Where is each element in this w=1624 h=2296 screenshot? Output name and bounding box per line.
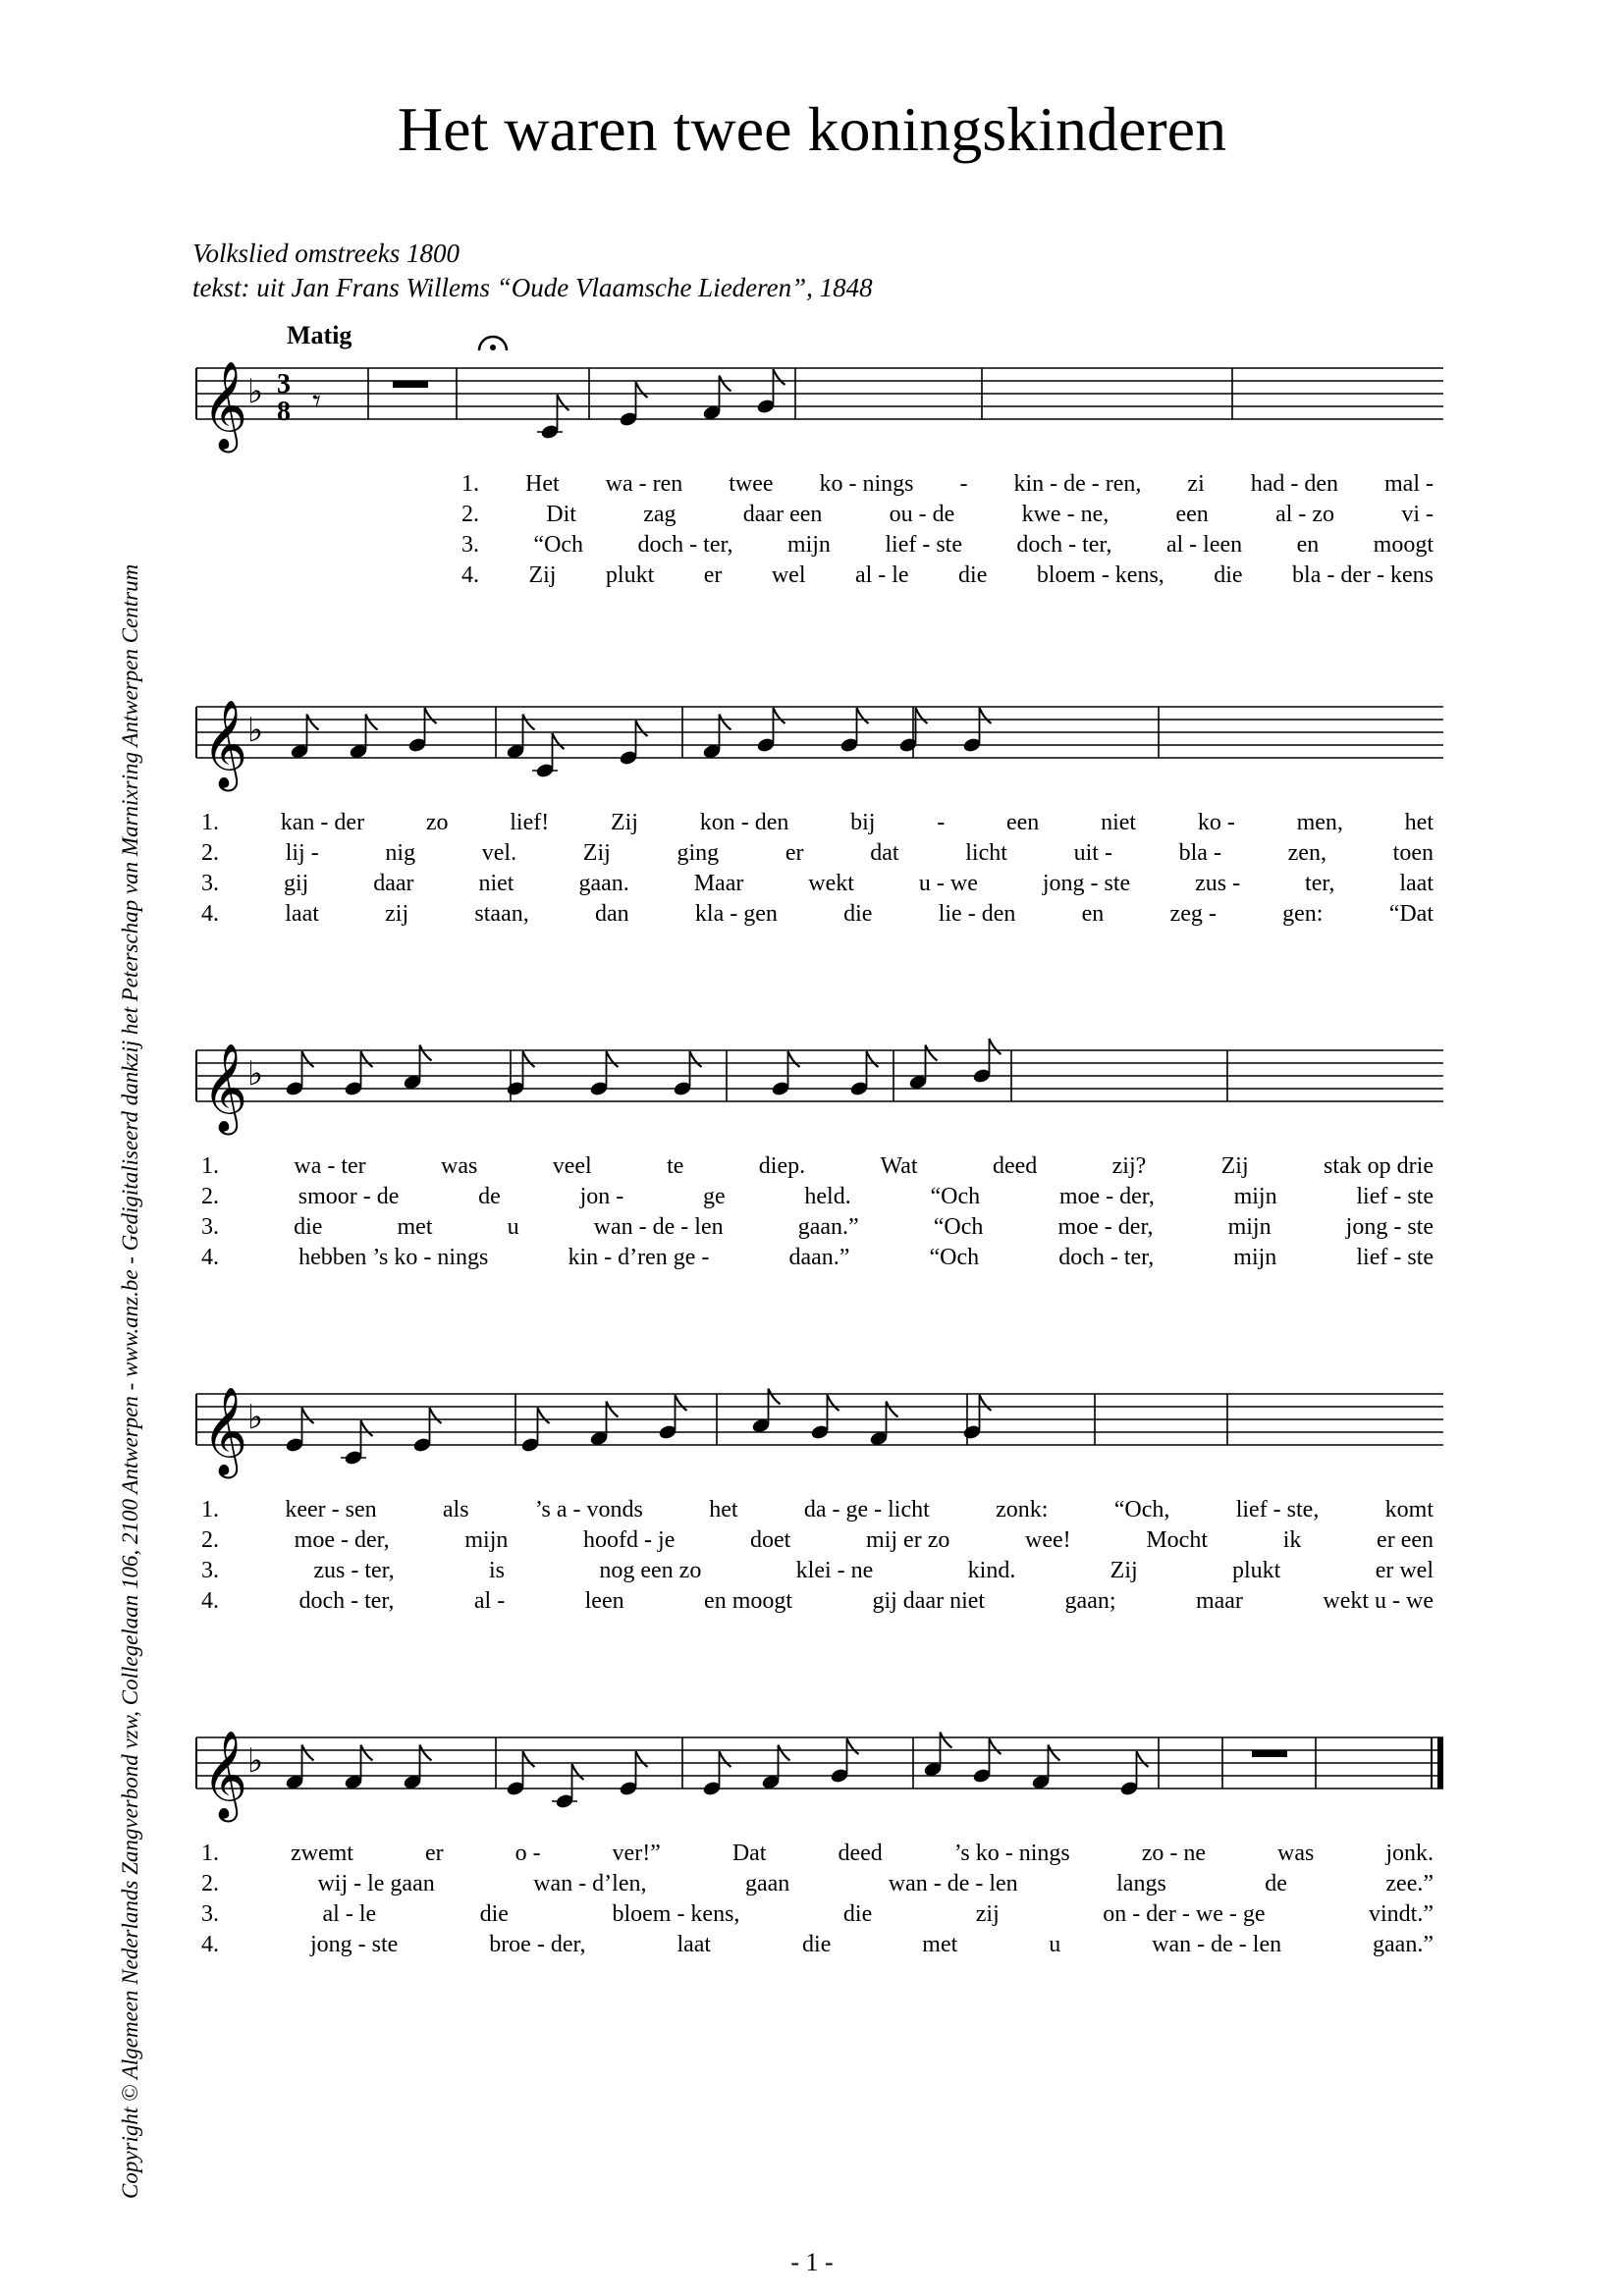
lyric-verse-number: 4. xyxy=(201,1932,219,1957)
note-flag xyxy=(636,721,648,736)
lyric-syllable: was xyxy=(441,1153,478,1179)
lyric-syllable: daar xyxy=(373,871,414,896)
lyric-syllable: veel xyxy=(552,1153,592,1179)
lyric-syllable: daar een xyxy=(742,502,823,527)
treble-clef-icon: 𝄞 xyxy=(202,1043,248,1132)
lyric-syllable: wan - de - len xyxy=(593,1214,724,1240)
lyric-syllable: mijn xyxy=(1233,1245,1277,1270)
lyric-syllable: vindt.” xyxy=(1369,1901,1435,1927)
note-flag xyxy=(558,395,569,410)
time-signature-top: 3 xyxy=(277,369,291,400)
lyric-syllable: wekt u - we xyxy=(1323,1588,1435,1614)
flat-key-signature-icon: ♭ xyxy=(247,1741,264,1781)
note-flag xyxy=(690,1051,702,1067)
lyric-syllable: Dit xyxy=(546,502,576,527)
lyric-syllable: “Och xyxy=(930,1184,981,1209)
staff-system-1 xyxy=(196,337,1443,454)
lyric-syllable: wan - d’len, xyxy=(533,1871,647,1896)
lyric-syllable: Dat xyxy=(731,1841,767,1866)
note-flag xyxy=(366,715,378,730)
lyric-syllable: lie - den xyxy=(938,901,1016,927)
lyric-syllable: “Och, xyxy=(1113,1497,1170,1522)
note-flag xyxy=(779,1745,790,1761)
lyric-syllable: er xyxy=(703,562,723,588)
lyric-syllable: bloem - kens, xyxy=(1036,562,1164,588)
lyric-syllable: bla - xyxy=(1178,840,1221,866)
lyric-syllable: held. xyxy=(804,1184,851,1209)
lyrics-system-5 xyxy=(201,1841,1434,1957)
lyric-verse-number: 3. xyxy=(201,871,219,896)
lyric-verse-number: 2. xyxy=(201,1184,219,1209)
lyric-syllable: lief - ste xyxy=(1356,1184,1435,1209)
lyric-syllable: doch - ter, xyxy=(298,1588,395,1614)
lyric-syllable: ging xyxy=(677,840,720,866)
note-flag xyxy=(425,708,437,723)
note-flag xyxy=(1049,1745,1060,1761)
lyric-syllable: die xyxy=(294,1214,323,1240)
lyric-syllable: jong - ste xyxy=(309,1932,399,1957)
lyric-syllable: gen: xyxy=(1282,901,1324,927)
lyrics-system-1 xyxy=(461,471,1434,588)
lyric-syllable: jong - ste xyxy=(1345,1214,1435,1240)
lyric-syllable: laat xyxy=(677,1932,712,1957)
note-flag xyxy=(916,708,928,723)
lyric-syllable: “Och xyxy=(933,1214,984,1240)
lyric-syllable: zen, xyxy=(1287,840,1326,866)
lyric-syllable: vel. xyxy=(481,840,517,866)
lyric-syllable: Mocht xyxy=(1146,1527,1209,1553)
lyric-syllable: zo xyxy=(425,810,449,835)
lyric-syllable: ko - xyxy=(1197,810,1235,835)
lyric-syllable: on - der - we - ge xyxy=(1103,1901,1266,1927)
lyric-syllable: gaan.” xyxy=(797,1214,859,1240)
note-flag xyxy=(857,708,869,723)
lyric-verse-number: 2. xyxy=(201,840,219,866)
lyric-syllable: gij daar niet xyxy=(872,1588,986,1614)
note-flag xyxy=(538,1408,550,1423)
lyric-syllable: diep. xyxy=(758,1153,806,1179)
lyric-syllable: doch - ter, xyxy=(1016,532,1112,558)
lyric-syllable: u xyxy=(507,1214,519,1240)
lyric-syllable: gaan. xyxy=(578,871,629,896)
lyric-syllable: al - zo xyxy=(1275,502,1335,527)
lyric-syllable: zij? xyxy=(1111,1153,1147,1179)
note-flag xyxy=(867,1051,879,1067)
lyric-syllable: het xyxy=(1404,810,1435,835)
lyric-syllable: bij xyxy=(850,810,876,835)
lyric-syllable: hebben ’s ko - nings xyxy=(298,1245,489,1270)
time-signature-bottom: 8 xyxy=(277,397,291,427)
note-flag xyxy=(774,369,785,385)
lyric-syllable: mijn xyxy=(1227,1214,1272,1240)
lyric-syllable: laat xyxy=(285,901,319,927)
lyric-syllable: lief! xyxy=(510,810,550,835)
lyric-verse-number: 1. xyxy=(201,1841,219,1866)
copyright-notice: Copyright © Algemeen Nederlands Zangverbond vzw, Collegelaan 106, 2100 Antwerpen - www.anz.be - Gedigitaliseerd dankzij het Peterschap van Marnixring Antwerpen Centrum xyxy=(118,563,142,2199)
lyric-syllable: moe - der, xyxy=(1057,1214,1154,1240)
lyric-verse-number: 3. xyxy=(461,532,479,558)
lyric-syllable: daan.” xyxy=(788,1245,850,1270)
lyric-syllable: het xyxy=(709,1497,738,1522)
lyric-syllable: jong - ste xyxy=(1042,871,1131,896)
note-flag xyxy=(769,1389,781,1405)
lyric-syllable: wan - de - len xyxy=(888,1871,1018,1896)
lyric-syllable: Maar xyxy=(693,871,744,896)
lyric-syllable: kin - de - ren, xyxy=(1013,471,1142,497)
note-flag xyxy=(302,1745,314,1761)
note-flag xyxy=(361,1420,373,1436)
lyric-syllable: kin - d’ren ge - xyxy=(568,1245,710,1270)
note-flag xyxy=(720,715,731,730)
note-flag xyxy=(720,376,731,392)
note-flag xyxy=(523,715,535,730)
lyric-syllable: jon - xyxy=(579,1184,624,1209)
lyric-verse-number: 4. xyxy=(461,562,479,588)
lyric-syllable: is xyxy=(489,1558,506,1583)
source-line-composer: Volkslied omstreeks 1800 xyxy=(192,239,460,268)
lyric-syllable: ou - de xyxy=(889,502,955,527)
lyric-syllable: zwemt xyxy=(290,1841,353,1866)
lyric-syllable: u xyxy=(1049,1932,1061,1957)
lyric-syllable: Zij xyxy=(1110,1558,1138,1583)
song-title: Het waren twee koningskinderen xyxy=(397,94,1227,164)
lyric-syllable: mij er zo xyxy=(866,1527,950,1553)
lyric-syllable: doch - ter, xyxy=(1058,1245,1155,1270)
lyric-syllable: wa - ren xyxy=(605,471,683,497)
note-flag xyxy=(828,1395,839,1411)
note-flag xyxy=(847,1738,859,1754)
lyrics-system-2 xyxy=(201,810,1434,927)
lyric-syllable: niet xyxy=(1101,810,1137,835)
lyric-syllable: Zij xyxy=(1220,1153,1249,1179)
note-flag xyxy=(980,1395,992,1411)
treble-clef-icon: 𝄞 xyxy=(202,1387,248,1475)
lyric-syllable: te xyxy=(667,1153,684,1179)
lyric-syllable: die xyxy=(1214,562,1243,588)
lyric-verse-number: 4. xyxy=(201,1245,219,1270)
lyric-syllable: langs xyxy=(1116,1871,1166,1896)
lyric-syllable: ko - nings xyxy=(819,471,914,497)
note-flag xyxy=(1137,1751,1149,1767)
note-flag xyxy=(420,1745,432,1761)
lyric-syllable: kwe - ne, xyxy=(1021,502,1110,527)
lyric-syllable: wan - de - len xyxy=(1152,1932,1282,1957)
staff-system-2 xyxy=(196,700,1443,792)
lyric-syllable: zij xyxy=(385,901,409,927)
fermata-dot xyxy=(490,345,496,350)
staff-system-3 xyxy=(196,1039,1443,1136)
lyric-syllable: - xyxy=(959,471,968,497)
flat-key-signature-icon: ♭ xyxy=(247,1398,264,1437)
lyric-syllable: gaan xyxy=(744,1871,790,1896)
lyric-syllable: die xyxy=(842,1901,873,1927)
lyric-syllable: men, xyxy=(1296,810,1343,835)
lyric-syllable: die xyxy=(802,1932,832,1957)
note-flag xyxy=(302,1408,314,1423)
lyric-syllable: ver!” xyxy=(612,1841,661,1866)
lyric-syllable: broe - der, xyxy=(489,1932,586,1957)
whole-rest xyxy=(1252,1750,1287,1757)
lyric-syllable: mijn xyxy=(464,1527,509,1553)
lyric-syllable: die xyxy=(843,901,873,927)
lyric-syllable: zi xyxy=(1187,471,1205,497)
note-flag xyxy=(420,1045,432,1061)
lyric-syllable: kind. xyxy=(967,1558,1016,1583)
treble-clef-icon: 𝄞 xyxy=(202,361,248,450)
lyric-verse-number: 1. xyxy=(201,1497,219,1522)
lyric-syllable: mal - xyxy=(1384,471,1435,497)
lyric-syllable: licht xyxy=(965,840,1007,866)
lyric-syllable: de xyxy=(1265,1871,1287,1896)
note-flag xyxy=(774,708,785,723)
lyric-verse-number: 2. xyxy=(201,1871,219,1896)
lyric-syllable: en moogt xyxy=(704,1588,793,1614)
note-flag xyxy=(980,708,992,723)
lyric-syllable: klei - ne xyxy=(795,1558,874,1583)
lyric-syllable: doet xyxy=(750,1527,791,1553)
treble-clef-icon: 𝄞 xyxy=(202,1731,248,1819)
lyric-syllable: bloem - kens, xyxy=(612,1901,740,1927)
lyric-syllable: dan xyxy=(595,901,629,927)
tempo-marking: Matig xyxy=(287,321,352,349)
note-flag xyxy=(926,1045,938,1061)
lyric-syllable: gij xyxy=(283,871,309,896)
lyric-syllable: een xyxy=(1175,502,1209,527)
lyric-syllable: zo - ne xyxy=(1141,1841,1207,1866)
lyric-syllable: Zij xyxy=(528,562,557,588)
note-flag xyxy=(361,1745,373,1761)
lyric-verse-number: 3. xyxy=(201,1558,219,1583)
lyric-syllable: mijn xyxy=(1233,1184,1277,1209)
lyric-syllable: een xyxy=(1006,810,1040,835)
lyric-syllable: staan, xyxy=(474,901,529,927)
lyric-syllable: wekt xyxy=(808,871,854,896)
lyric-syllable: gaan; xyxy=(1064,1588,1116,1614)
lyric-syllable: komt xyxy=(1384,1497,1435,1522)
lyric-syllable: Wat xyxy=(880,1153,918,1179)
treble-clef-icon: 𝄞 xyxy=(202,700,248,788)
lyric-verse-number: 3. xyxy=(201,1214,219,1240)
lyric-syllable: kla - gen xyxy=(694,901,778,927)
lyric-syllable: Het xyxy=(524,471,560,497)
note-flag xyxy=(941,1733,952,1748)
note-flag xyxy=(361,1051,373,1067)
lyric-syllable: keer - sen xyxy=(285,1497,377,1522)
lyric-syllable: stak op drie xyxy=(1324,1153,1435,1179)
lyric-syllable: wa - ter xyxy=(294,1153,366,1179)
lyric-syllable: er xyxy=(785,840,804,866)
lyric-syllable: ge xyxy=(702,1184,726,1209)
lyric-syllable: lief - ste xyxy=(1356,1245,1435,1270)
lyric-syllable: twee xyxy=(729,471,774,497)
lyric-syllable: lij - xyxy=(285,840,319,866)
note-flag xyxy=(307,715,319,730)
lyric-syllable: wij - le gaan xyxy=(317,1871,435,1896)
lyric-syllable: ’s a - vonds xyxy=(534,1497,643,1522)
lyric-syllable: kan - der xyxy=(280,810,365,835)
lyric-syllable: “Och xyxy=(533,532,584,558)
lyric-syllable: doch - ter, xyxy=(637,532,733,558)
lyric-syllable: jonk. xyxy=(1385,1841,1435,1866)
lyric-syllable: gaan.” xyxy=(1373,1932,1435,1957)
lyric-syllable: deed xyxy=(838,1841,883,1866)
lyric-syllable: er xyxy=(424,1841,444,1866)
lyric-syllable: da - ge - licht xyxy=(803,1497,930,1522)
lyric-syllable: die xyxy=(479,1901,509,1927)
lyric-syllable: toen xyxy=(1392,840,1435,866)
lyric-syllable: “Och xyxy=(929,1245,980,1270)
lyric-syllable: niet xyxy=(478,871,514,896)
lyric-syllable: ik xyxy=(1282,1527,1302,1553)
note-flag xyxy=(887,1402,898,1417)
whole-rest xyxy=(393,381,428,388)
lyric-syllable: al - xyxy=(473,1588,506,1614)
lyric-syllable: zonk: xyxy=(996,1497,1049,1522)
note-flag xyxy=(990,1039,1001,1054)
eighth-rest-icon: 𝄾 xyxy=(312,382,322,421)
lyric-syllable: Zij xyxy=(582,840,611,866)
lyric-syllable: met xyxy=(922,1932,958,1957)
staff-system-4 xyxy=(196,1387,1443,1479)
note-flag xyxy=(990,1738,1001,1754)
note-flag xyxy=(553,733,565,749)
lyric-syllable: o - xyxy=(514,1841,541,1866)
lyric-syllable: Zij xyxy=(610,810,638,835)
lyric-syllable: kon - den xyxy=(699,810,789,835)
lyric-verse-number: 2. xyxy=(201,1527,219,1553)
lyric-syllable: zus - xyxy=(1195,871,1241,896)
flat-key-signature-icon: ♭ xyxy=(247,1054,264,1094)
lyric-verse-number: 4. xyxy=(201,901,219,927)
lyric-syllable: wel xyxy=(771,562,806,588)
lyric-syllable: zee.” xyxy=(1385,1871,1434,1896)
lyric-syllable: maar xyxy=(1195,1588,1243,1614)
lyric-syllable: zag xyxy=(643,502,677,527)
lyric-syllable: dat xyxy=(870,840,899,866)
lyric-syllable: al - leen xyxy=(1165,532,1243,558)
lyric-syllable: moe - der, xyxy=(1058,1184,1155,1209)
page-number: - 1 - xyxy=(790,2248,834,2276)
note-flag xyxy=(523,1751,535,1767)
lyric-syllable: uit - xyxy=(1073,840,1112,866)
lyric-syllable: ter, xyxy=(1305,871,1335,896)
note-flag xyxy=(430,1408,442,1423)
lyric-syllable: moogt xyxy=(1373,532,1435,558)
note-flag xyxy=(720,1751,731,1767)
lyric-syllable: was xyxy=(1277,1841,1315,1866)
lyrics-system-3 xyxy=(201,1153,1434,1270)
lyric-verse-number: 2. xyxy=(461,502,479,527)
note-flag xyxy=(607,1402,619,1417)
lyric-syllable: de xyxy=(478,1184,501,1209)
flat-key-signature-icon: ♭ xyxy=(247,711,264,750)
note-flag xyxy=(788,1051,800,1067)
lyric-syllable: plukt xyxy=(605,562,655,588)
lyric-syllable: lief - ste, xyxy=(1235,1497,1320,1522)
lyric-syllable: leen xyxy=(584,1588,624,1614)
lyric-syllable: ’s ko - nings xyxy=(953,1841,1070,1866)
note-flag xyxy=(572,1764,584,1780)
lyric-syllable: hoofd - je xyxy=(583,1527,676,1553)
lyric-syllable: en xyxy=(1081,901,1105,927)
final-barline-thick xyxy=(1437,1737,1443,1789)
flat-key-signature-icon: ♭ xyxy=(247,372,264,411)
lyric-syllable: zij xyxy=(975,1901,1000,1927)
lyric-syllable: en xyxy=(1296,532,1320,558)
lyric-syllable: al - le xyxy=(854,562,909,588)
lyric-syllable: vi - xyxy=(1401,502,1435,527)
lyric-syllable: die xyxy=(958,562,988,588)
lyric-syllable: “Dat xyxy=(1388,901,1435,927)
lyrics-system-4 xyxy=(201,1497,1434,1614)
note-flag xyxy=(676,1395,687,1411)
lyric-syllable: moe - der, xyxy=(294,1527,390,1553)
lyric-syllable: mijn xyxy=(786,532,831,558)
lyric-syllable: zus - ter, xyxy=(313,1558,395,1583)
lyric-verse-number: 3. xyxy=(201,1901,219,1927)
lyric-syllable: u - we xyxy=(918,871,978,896)
lyric-syllable: bla - der - kens xyxy=(1292,562,1435,588)
lyric-syllable: laat xyxy=(1399,871,1434,896)
lyric-syllable: smoor - de xyxy=(298,1184,400,1209)
lyric-syllable: er wel xyxy=(1375,1558,1434,1583)
lyric-syllable: wee! xyxy=(1025,1527,1071,1553)
lyric-verse-number: 1. xyxy=(201,1153,219,1179)
lyric-syllable: - xyxy=(937,810,946,835)
lyric-syllable: nog een zo xyxy=(599,1558,702,1583)
lyric-syllable: er een xyxy=(1377,1527,1435,1553)
note-flag xyxy=(636,1751,648,1767)
lyric-syllable: met xyxy=(397,1214,433,1240)
lyric-syllable: nig xyxy=(385,840,416,866)
lyric-syllable: zeg - xyxy=(1169,901,1217,927)
lyric-verse-number: 1. xyxy=(461,471,479,497)
lyric-verse-number: 4. xyxy=(201,1588,219,1614)
note-flag xyxy=(636,382,648,398)
lyric-syllable: had - den xyxy=(1250,471,1339,497)
source-line-text: tekst: uit Jan Frans Willems “Oude Vlaamsche Liederen”, 1848 xyxy=(192,273,873,302)
note-flag xyxy=(607,1051,619,1067)
note-flag xyxy=(523,1051,535,1067)
note-flag xyxy=(302,1051,314,1067)
lyric-verse-number: 1. xyxy=(201,810,219,835)
lyric-syllable: al - le xyxy=(322,1901,377,1927)
lyric-syllable: deed xyxy=(992,1153,1038,1179)
staff-system-5 xyxy=(196,1731,1443,1823)
lyric-syllable: plukt xyxy=(1232,1558,1281,1583)
lyric-syllable: als xyxy=(442,1497,469,1522)
lyric-syllable: lief - ste xyxy=(885,532,963,558)
